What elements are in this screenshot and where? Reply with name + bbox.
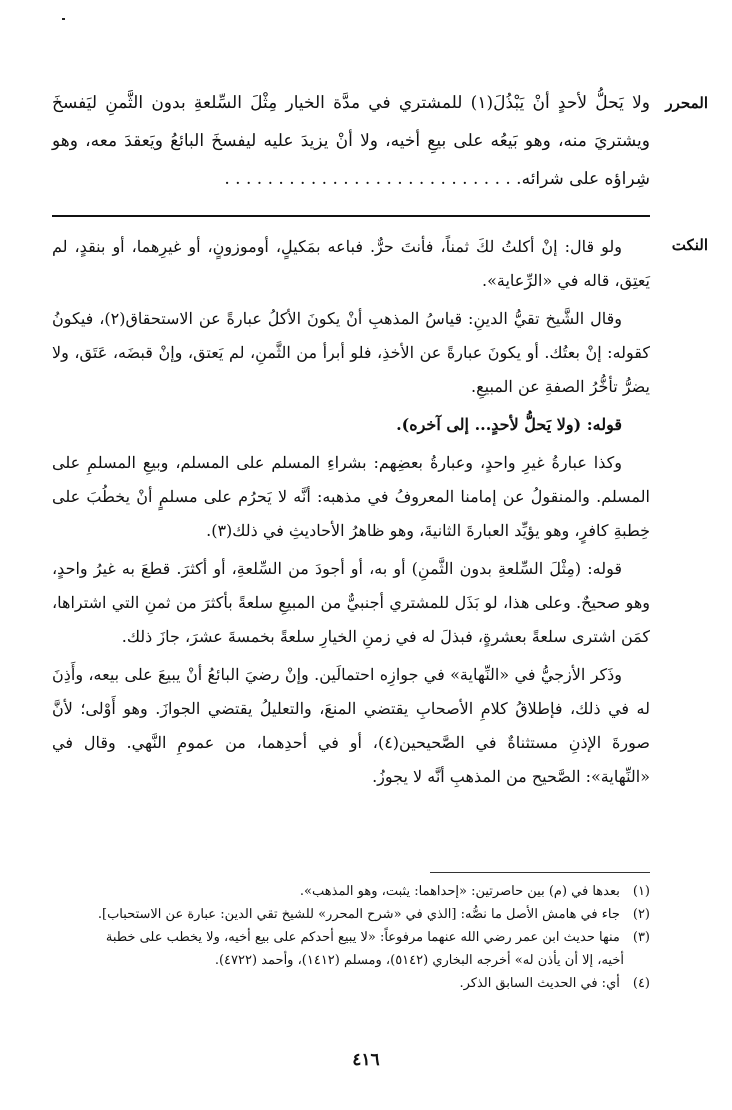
- main-text: ولا يَحلُّ لأحدٍ أنْ يَبْذُلَ(١) للمشتري في مدَّة الخيار مِثْلَ السِّلعةِ بدون الثَّمنِ ليَفسخَ ويشتريَ منه، وهو بَيعُه على بيعِ أخيه، ولا أنْ يزيدَ عليه ليفسخَ البائعُ ويَعقدَ معه، وهو شِراؤه على شرائه. . . . . . . . . . . . . . . . . . . . . . . . . . . .: [52, 93, 650, 189]
- footnote-divider: [430, 872, 650, 873]
- footnote-number: (٢): [632, 907, 650, 922]
- commentary-paragraph: وذَكر الأزجيُّ في «النِّهاية» في جوازِه احتمالَين. وإنْ رضيَ البائعُ أنْ يبيعَ على بيعه، وأَذِنَ له في ذلك، فإطلاقُ كلامِ الأصحابِ يقتضي المنعَ، والتعليلُ يقتضي الجوازَ. وهو أَوْلى؛ لأنَّ صورةَ الإذنِ مستثناةٌ في الصَّحيحين(٤)، أو في أحدِهما، من عمومِ النَّهي. وقال في «النِّهاية»: الصَّحيح من المذهبِ أنَّه لا يجوزُ.: [52, 665, 651, 786]
- footnotes: [40, 880, 650, 995]
- commentary-paragraph: قوله: (مِثْلَ السِّلعةِ بدون الثَّمنِ) أو به، أو أجودَ من السِّلعةِ، أو أكثرَ. قطعَ به غيرُ واحدٍ، وهو صحيحٌ. وعلى هذا، لو بَذَل للمشتري أجنبيٌّ من المبيعِ سلعةً بأكثرَ من ثمنِ التي اشتراها، كمَن اشترى سلعةً بعشرةٍ، فبذلَ له في زمنِ الخيارِ سلعةً بخمسةَ عشرَ، جازَ ذلك.: [52, 559, 650, 646]
- footnote-continuation: أخيه، إلا أن يأذن له» أخرجه البخاري (٥١٤٢)، ومسلم (١٤١٢)، وأحمد (٤٧٢٢).: [214, 953, 624, 968]
- footnote-number: (٤): [632, 976, 650, 991]
- page-number: ٤١٦: [352, 1050, 380, 1070]
- label-nukat: النكت: [671, 236, 708, 254]
- commentary: [52, 230, 650, 794]
- footnote: [40, 972, 650, 995]
- footnote-number: (١): [632, 884, 650, 899]
- footnote-number: (٣): [632, 930, 650, 945]
- scan-speck: [62, 18, 65, 20]
- commentary-heading: قوله: (ولا يَحلُّ لأحدٍ... إلى آخره).: [396, 415, 622, 434]
- section-divider: [52, 215, 650, 217]
- commentary-paragraph: وكذا عبارةُ غيرِ واحدٍ، وعبارةُ بعضِهم: بشراءِ المسلم على المسلم، وبيعِ المسلمِ على المسلم. والمنقولُ عن إمامنا المعروفُ في مذهبه: أنَّه لا يَحرُم على مسلمٍ أنْ يخطُبَ على خِطبةِ كافرٍ، وهو يؤيِّد العبارةَ الثانيةَ، وهو ظاهرُ الأحاديثِ في ذلك(٣).: [52, 453, 650, 540]
- footnote-text: بعدها في (م) بين حاصرتين: «إحداهما: يثبت، وهو المذهب».: [299, 884, 620, 899]
- label-muharrar: المحرر: [665, 94, 708, 112]
- commentary-paragraph: ولو قال: إنْ أكلتُ لكَ ثمناً، فأنتَ حرٌّ. فباعه بمَكيلٍ، أوموزونٍ، أو غيرِهما، أو بنقدٍ، لم يَعتِق، قاله في «الرِّعاية».: [52, 237, 650, 290]
- footnote-text: منها حديث ابن عمر رضي الله عنهما مرفوعاً: «لا يبيع أحدكم على بيع أخيه، ولا يخطب على خطبة: [105, 930, 620, 945]
- commentary-paragraph: وقال الشَّيخ تقيُّ الدينِ: قياسُ المذهبِ أنْ يكونَ الأكلُ عبارةً عن الاستحقاق(٢)، فيكونُ كقوله: إنْ بعتُك. أو يكونَ عبارةً عن الأخذِ، فلو أبرأ من الثَّمنِ، لم يَعتق، وإنْ قبضَه، عَتَق، ولا يضرُّ تأخُّرُ الصفةِ عن المبيعِ.: [52, 309, 650, 396]
- footnote: [40, 880, 650, 903]
- footnote: [40, 926, 650, 972]
- footnote-text: أي: في الحديث السابق الذكر.: [459, 976, 620, 991]
- footnote: [40, 903, 650, 926]
- footnote-text: جاء في هامش الأصل ما نصُّه: [الذي في «شرح المحرر» للشيخ تقي الدين: عبارة عن الاستحباب].: [97, 907, 620, 922]
